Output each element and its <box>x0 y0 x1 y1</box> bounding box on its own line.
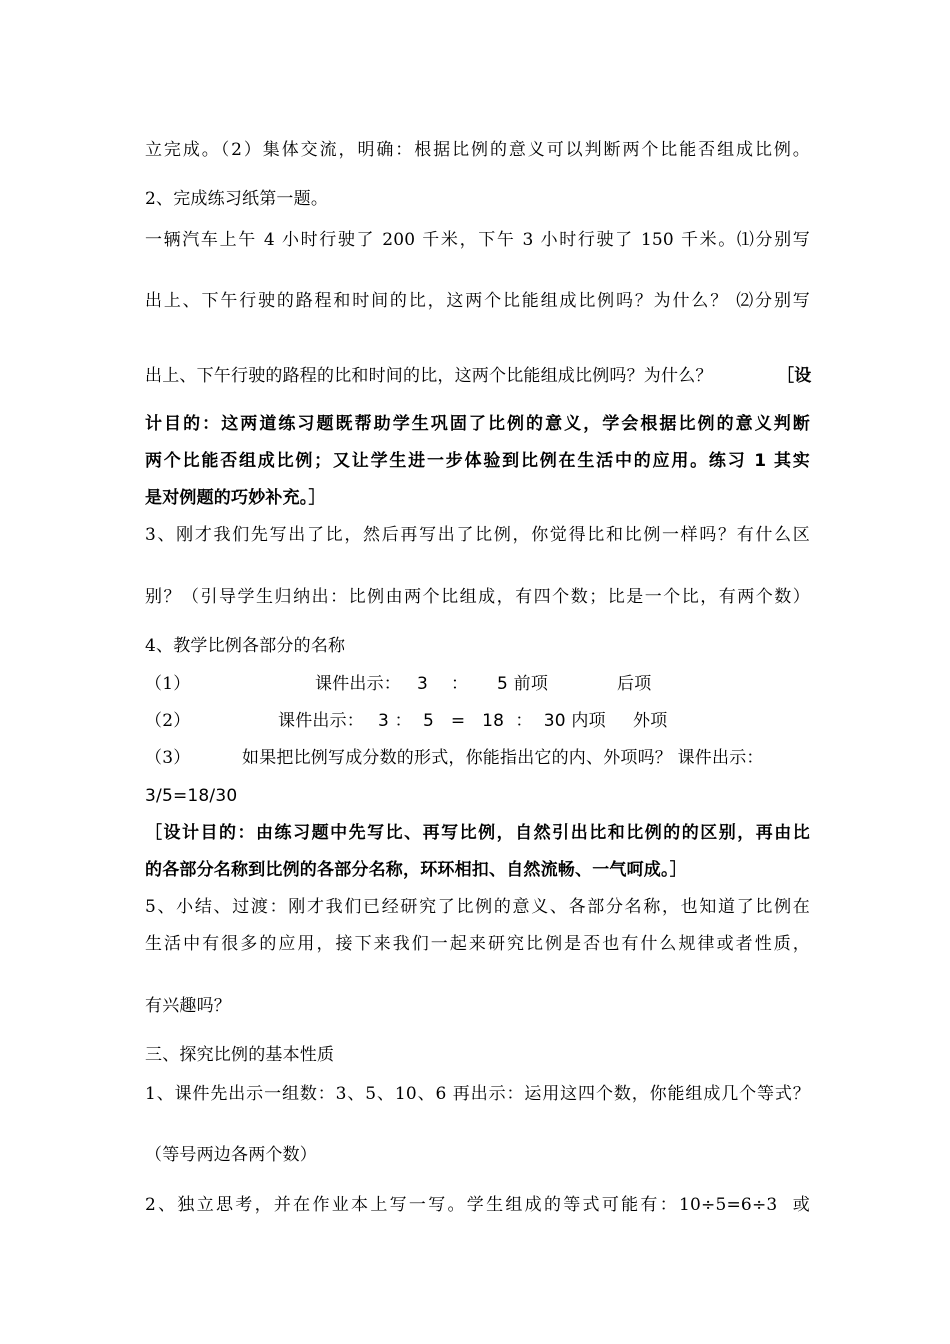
text-line: 5、小结、过渡：刚才我们已经研究了比例的意义、各部分名称，也知道了比例在 <box>145 897 810 917</box>
item-number: （1） <box>145 674 191 694</box>
item-number: （2） <box>145 711 191 731</box>
text-span: ： <box>451 674 469 694</box>
text-span: 课件出示： <box>315 674 401 694</box>
text-line: 立完成。（2）集体交流，明确：根据比例的意义可以判断两个比能否组成比例。 <box>145 140 810 160</box>
item-number: （3） <box>145 748 191 768</box>
text-line: 3、刚才我们先写出了比，然后再写出了比例，你觉得比和比例一样吗？有什么区 <box>145 525 810 545</box>
text-line: 生活中有很多的应用，接下来我们一起来研究比例是否也有什么规律或者性质， <box>145 934 810 954</box>
text-span: 如果把比例写成分数的形式，你能指出它的内、外项吗？ 课件出示： <box>242 748 764 768</box>
text-line: 3/5=18/30 <box>145 786 238 806</box>
text-line: 4、教学比例各部分的名称 <box>145 636 346 656</box>
text-line: （等号两边各两个数） <box>145 1145 317 1165</box>
design-purpose-line: 两个比能否组成比例；又让学生进一步体验到比例在生活中的应用。练习 1 其实 <box>145 451 810 471</box>
text-line: 2、完成练习纸第一题。 <box>145 189 329 209</box>
text-span: 出上、下午行驶的路程的比和时间的比，这两个比能组成比例吗？为什么？ <box>145 366 713 386</box>
section-heading: 三、探究比例的基本性质 <box>145 1045 335 1065</box>
text-span: 后项 <box>617 674 652 694</box>
text-span: 5 前项 <box>497 674 549 694</box>
text-span: 3 <box>417 674 429 694</box>
design-purpose-line: 是对例题的巧妙补充。］ <box>145 488 326 508</box>
text-line: 别？（引导学生归纳出：比例由两个比组成，有四个数；比是一个比，有两个数） <box>145 587 810 607</box>
text-span: 课件出示： <box>278 711 364 731</box>
text-span: 3 ： 5 = 18 ： 30 内项 <box>378 711 606 731</box>
design-purpose-line: ［设计目的：由练习题中先写比、再写比例，自然引出比和比例的的区别，再由比 <box>145 823 810 843</box>
text-span: 外项 <box>633 711 668 731</box>
bold-text-span: ［设 <box>777 366 812 386</box>
text-line: 2、独立思考，并在作业本上写一写。学生组成的等式可能有：10÷5=6÷3 或 <box>145 1195 810 1215</box>
text-line: 有兴趣吗？ <box>145 996 231 1016</box>
design-purpose-line: 计目的：这两道练习题既帮助学生巩固了比例的意义，学会根据比例的意义判断 <box>145 414 810 434</box>
text-line: 一辆汽车上午 4 小时行驶了 200 千米，下午 3 小时行驶了 150 千米。⑴分别写 <box>145 230 810 250</box>
design-purpose-line: 的各部分名称到比例的各部分名称，环环相扣、自然流畅、一气呵成。］ <box>145 860 687 880</box>
text-line: 出上、下午行驶的路程和时间的比，这两个比能组成比例吗？为什么？ ⑵分别写 <box>145 291 810 311</box>
text-line: 1、课件先出示一组数：3、5、10、6 再出示：运用这四个数，你能组成几个等式？ <box>145 1084 810 1104</box>
text-line <box>145 364 810 388</box>
